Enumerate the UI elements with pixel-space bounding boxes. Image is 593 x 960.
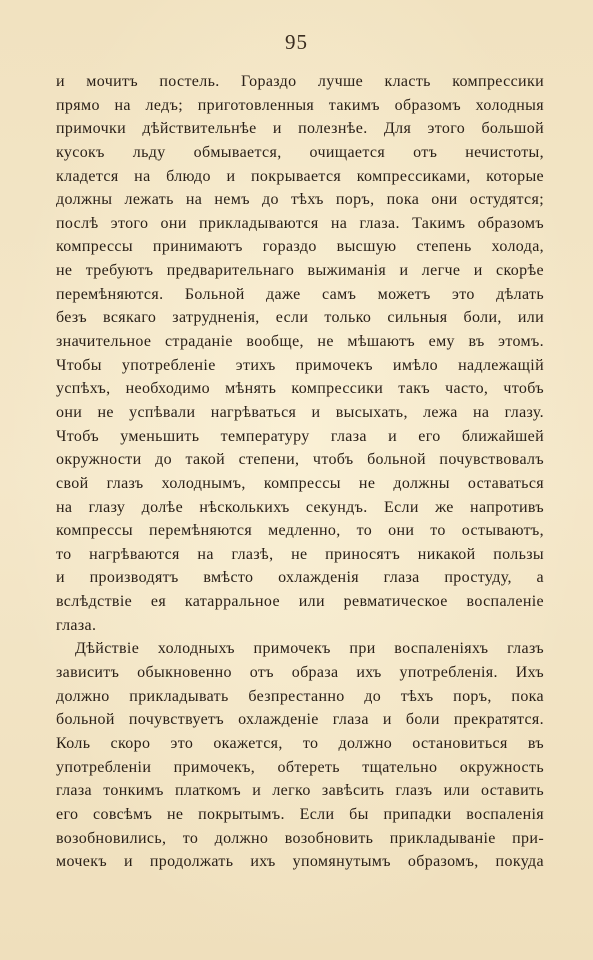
text-line: значительное страданіе вообще, не мѣшаютъ ему въ этомъ. [56, 333, 544, 351]
text-line: Дѣйствіе холодныхъ примочекъ при воспаленіяхъ глазъ [75, 640, 544, 658]
text-line: они не успѣвали нагрѣваться и высыхать, лежа на глазу. [56, 403, 544, 421]
text-line: безъ всякаго затрудненія, если только сильныя боли, или [56, 309, 544, 327]
text-line: то нагрѣваются на глазѣ, не приносятъ никакой пользы [56, 545, 544, 563]
text-line: возобновились, то должно возобновить прикладываніе при- [56, 829, 544, 847]
text-line: послѣ этого они прикладываются на глаза. Такимъ образомъ [56, 214, 544, 232]
text-line: примочки дѣйствительнѣе и полезнѣе. Для этого большой [56, 120, 544, 138]
text-line: перемѣняются. Больной даже самъ можетъ это дѣлать [56, 285, 544, 303]
text-line: кладется на блюдо и покрывается компрессиками, которые [56, 167, 544, 185]
text-line: Чтобъ уменьшить температуру глаза и его ближайшей [56, 427, 544, 445]
text-line: вслѣдствіе ея катарральное или ревматическое воспаленіе [56, 593, 544, 611]
text-line: употребленіи примочекъ, обтереть тщательно окружность [56, 758, 544, 776]
text-line: зависитъ обыкновенно отъ образа ихъ употребленія. Ихъ [56, 664, 544, 682]
text-line: Коль скоро это окажется, то должно остановиться въ [56, 734, 544, 752]
text-line: Чтобы употребленіе этихъ примочекъ имѣло надлежащій [56, 356, 544, 374]
text-line: мочекъ и продолжать ихъ упомянутымъ образомъ, покуда [56, 853, 544, 871]
text-line: прямо на ледъ; приготовленныя такимъ образомъ холодныя [56, 96, 544, 114]
body-text [56, 70, 544, 874]
text-line: должны лежать на немъ до тѣхъ поръ, пока они остудятся; [56, 191, 544, 209]
text-line: должно прикладывать безпрестанно до тѣхъ поръ, пока [56, 687, 544, 705]
text-line: компрессы принимаютъ гораздо высшую степень холода, [56, 238, 544, 256]
text-line: успѣхъ, необходимо мѣнять компрессики такъ часто, чтобъ [56, 380, 544, 398]
text-line: кусокъ льду обмывается, очищается отъ нечистоты, [56, 143, 544, 161]
text-line: компрессы перемѣняются медленно, то они то остываютъ, [56, 522, 544, 540]
text-line: и мочитъ постель. Гораздо лучше класть компрессики [56, 73, 544, 90]
page-number: 95 [285, 30, 308, 54]
text-line: глаза. [56, 616, 97, 634]
text-line: больной почувствуетъ охлажденіе глаза и боли прекратятся. [56, 711, 544, 729]
text-line: свой глазъ холоднымъ, компрессы не должны оставаться [56, 474, 544, 492]
text-line: не требуютъ предварительнаго выжиманія и легче и скорѣе [56, 262, 544, 280]
text-line: окружности до такой степени, чтобъ больной почувствовалъ [56, 451, 544, 469]
text-line: и производятъ вмѣсто охлажденія глаза простуду, а [56, 569, 544, 587]
text-line: глаза тонкимъ платкомъ и легко завѣсить глазъ или оставить [56, 782, 544, 800]
text-line: на глазу долѣе нѣсколькихъ секундъ. Если же напротивъ [56, 498, 544, 516]
text-line: его совсѣмъ не покрытымъ. Если бы припадки воспаленія [56, 805, 544, 823]
